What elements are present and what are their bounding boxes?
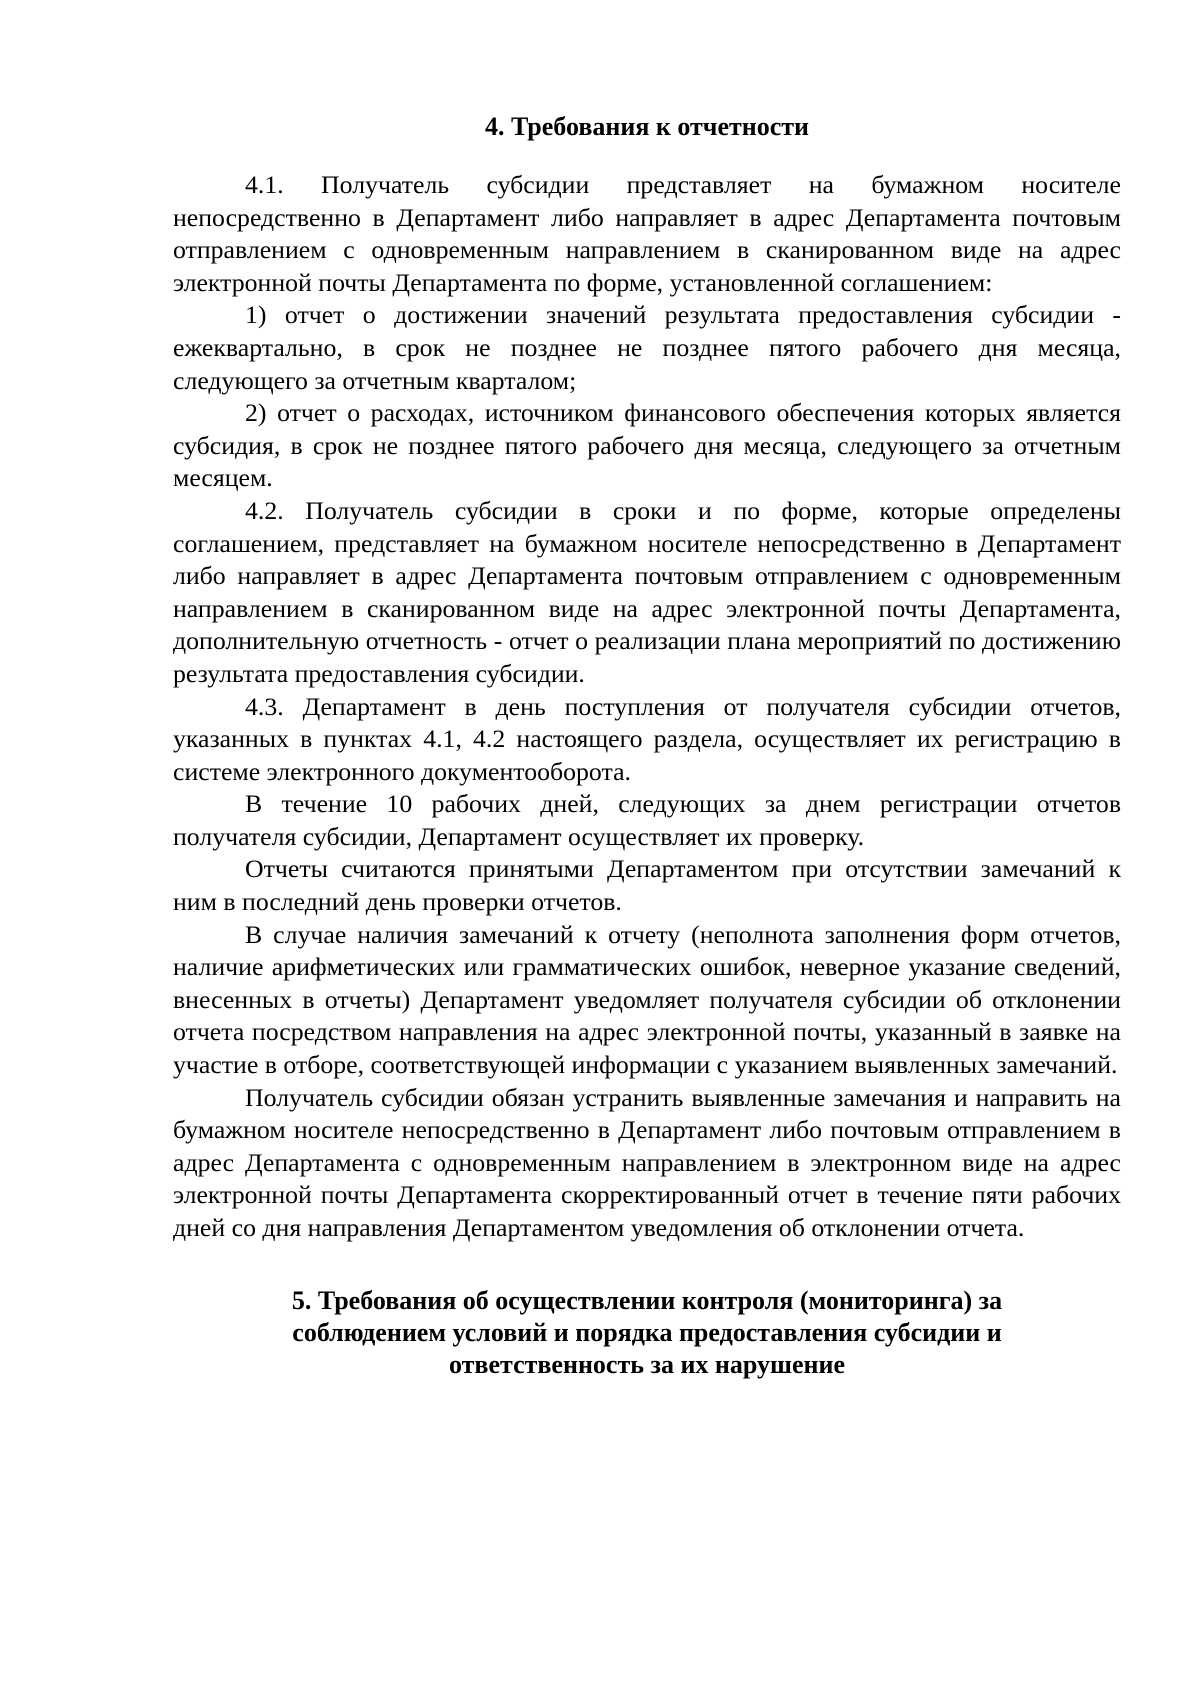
section-4-title: 4. Требования к отчетности <box>484 112 810 141</box>
paragraph-review-period: В течение 10 рабочих дней, следующих за днем регистрации отчетов получателя субсидии, Департамент осуществляет их проверку. <box>173 789 1121 851</box>
paragraph-remarks: В случае наличия замечаний к отчету (неполнота заполнения форм отчетов, наличие арифметических или грамматических ошибок, неверное указание сведений, внесенных в отчеты) Департамент уведомляет получателя субсидии об отклонении отчета посредством направления на адрес электронной почты, указанный в заявке на участие в отборе, соответствующей информации с указанием выявленных замечаний. <box>173 919 1121 1080</box>
paragraph-4-1-item-1: 1) отчет о достижении значений результата предоставления субсидии - ежеквартально, в срок не позднее не позднее пятого рабочего дня месяца, следующего за отчетным кварталом; <box>173 300 1121 395</box>
paragraph-4-1-item-2: 2) отчет о расходах, источником финансового обеспечения которых является субсидия, в срок не позднее пятого рабочего дня месяца, следующего за отчетным месяцем. <box>173 398 1121 493</box>
section-5-title-line-1: 5. Требования об осуществлении контроля (мониторинга) за <box>291 1285 1003 1315</box>
paragraph-4-3: 4.3. Департамент в день поступления от получателя субсидии отчетов, указанных в пунктах 4.1, 4.2 настоящего раздела, осуществляет их регистрацию в системе электронного документооборота. <box>173 691 1121 786</box>
paragraph-correction: Получатель субсидии обязан устранить выявленные замечания и направить на бумажном носителе непосредственно в Департамент либо почтовым отправлением в адрес Департамента с одновременным направлением в электронном виде на адрес электронной почты Департамента скорректированный отчет в течение пяти рабочих дней со дня направления Департаментом уведомления об отклонении отчета. <box>173 1082 1121 1242</box>
paragraph-acceptance: Отчеты считаются принятыми Департаментом при отсутствии замечаний к ним в последний день проверки отчетов. <box>173 854 1121 917</box>
section-5-title-line-3: ответственность за их нарушение <box>448 1349 846 1379</box>
paragraph-4-1: 4.1. Получатель субсидии представляет на бумажном носителе непосредственно в Департамент либо направляет в адрес Департамента почтовым отправлением с одновременным направлением в сканированном виде на адрес электронной почты Департамента по форме, установленной соглашением: <box>173 170 1121 297</box>
section-5-title-line-2: соблюдением условий и порядка предоставления субсидии и <box>292 1317 1002 1347</box>
document-body <box>173 110 1121 1381</box>
section-5-title <box>173 1285 1121 1381</box>
paragraph-4-2: 4.2. Получатель субсидии в сроки и по форме, которые определены соглашением, представляет на бумажном носителе непосредственно в Департамент либо направляет в адрес Департамента почтовым отправлением с одновременным направлением в сканированном виде на адрес электронной почты Департамента, дополнительную отчетность - отчет о реализации плана мероприятий по достижению результата предоставления субсидии. <box>173 495 1121 688</box>
